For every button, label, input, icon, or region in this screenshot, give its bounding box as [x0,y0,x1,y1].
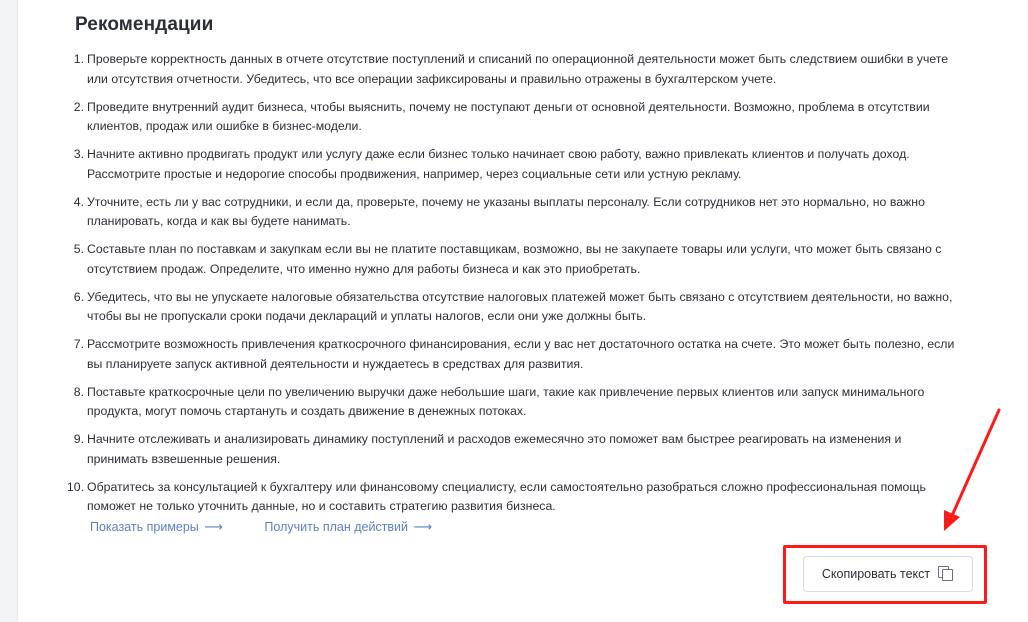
item-number: 9. [73,432,84,446]
show-examples-link[interactable] [90,520,223,534]
item-text-line: вы планируете запуск активной деятельности и нуждаетесь в средствах для развития. [87,356,584,371]
list-item [66,193,971,232]
item-text-line: Проверьте корректность данных в отчете отсутствие поступлений и списаний по операционной деятельности может быть следствием ошибки в учете [87,52,949,66]
item-text-line: клиентов, продаж или ошибке в бизнес-модели. [87,119,362,133]
get-plan-link[interactable] [264,520,432,534]
item-number: 7. [73,337,84,351]
list-item [66,478,971,517]
item-number: 3. [73,147,84,161]
arrow-right-icon: ⟶ [413,519,433,534]
item-text-line: Начните отслеживать и анализировать динамику поступлений и расходов ежемесячно это поможет вам быстрее реагировать на изменения и [87,432,902,446]
list-item [66,383,971,422]
item-number: 8. [73,384,84,399]
item-number: 1. [73,52,84,66]
section-title: Рекомендации [75,14,214,35]
item-text-line: отсутствием продаж. Определите, что именно нужно для работы бизнеса и как это приобретать. [87,261,641,276]
item-text-line: Составьте план по поставкам и закупкам если вы не платите поставщикам, возможно, вы не закупаете товары или услуги, что может быть связано с [87,242,942,256]
get-plan-label: Получить план действий [264,520,409,534]
action-links [90,519,470,535]
list-item [66,430,971,469]
recommendations-panel [18,0,1008,622]
copy-icon [938,566,954,582]
recommendations-list [66,50,971,525]
item-number: 6. [73,289,84,304]
item-text-line: Убедитесь, что вы не упускаете налоговые обязательства отсутствие налоговых платежей может быть связано с отсутствием деятельности, но важно, [87,289,953,304]
list-item [66,50,971,89]
list-item [66,98,971,137]
copy-text-label: Скопировать текст [821,567,931,581]
item-number: 10. [66,479,84,494]
item-text-line: Поставьте краткосрочные цели по увеличению выручки даже небольшие шаги, такие как привлечение первых клиентов или запуск минимального [87,384,925,399]
item-text-line: Рассмотрите возможность привлечения краткосрочного финансирования, если у вас нет достаточного остатка на счете. Это может быть полезно, если [87,337,955,351]
arrow-right-icon: ⟶ [204,519,223,534]
item-number: 2. [73,99,84,114]
copy-text-button[interactable] [803,556,973,592]
item-number: 4. [73,194,84,209]
item-text-line: принимать взвешенные решения. [87,451,281,466]
item-text-line: продукта, могут помочь стартануть и создать движение в денежных потоках. [87,404,527,418]
item-text-line: или отсутствия отчетности. Убедитесь, что все операции зафиксированы и правильно отражены в бухгалтерском учете. [87,71,777,86]
item-text-line: чтобы вы не пропускали сроки подачи деклараций и уплаты налогов, если они уже должны быть. [87,309,647,323]
item-text-line: поможет не только уточнить данные, но и составить стратегию развития бизнеса. [87,499,556,513]
item-text-line: Обратитесь за консультацией к бухгалтеру или финансовому специалисту, если самостоятельно разобраться сложно профессиональная помощь [87,479,926,494]
item-number: 5. [73,242,84,256]
show-examples-label: Показать примеры [90,520,199,534]
item-text-line: Начните активно продвигать продукт или услугу даже если бизнес только начинает свою работу, важно привлекать клиентов и получать доход. [87,147,910,161]
list-item [66,335,971,374]
item-text-line: Уточните, есть ли у вас сотрудники, и если да, проверьте, почему не указаны выплаты персоналу. Если сотрудников нет это нормально, но важно [87,194,925,209]
item-text-line: Проведите внутренний аудит бизнеса, чтобы выяснить, почему не поступают деньги от основной деятельности. Возможно, проблема в отсутствии [87,99,930,114]
item-text-line: Рассмотрите простые и недорогие способы продвижения, например, через социальные сети или устную рекламу. [87,166,742,181]
list-item [66,240,971,279]
sidebar-edge [0,0,18,622]
list-item [66,288,971,327]
list-item [66,145,971,184]
item-text-line: планировать, когда и как вы будете нанимать. [87,214,351,228]
